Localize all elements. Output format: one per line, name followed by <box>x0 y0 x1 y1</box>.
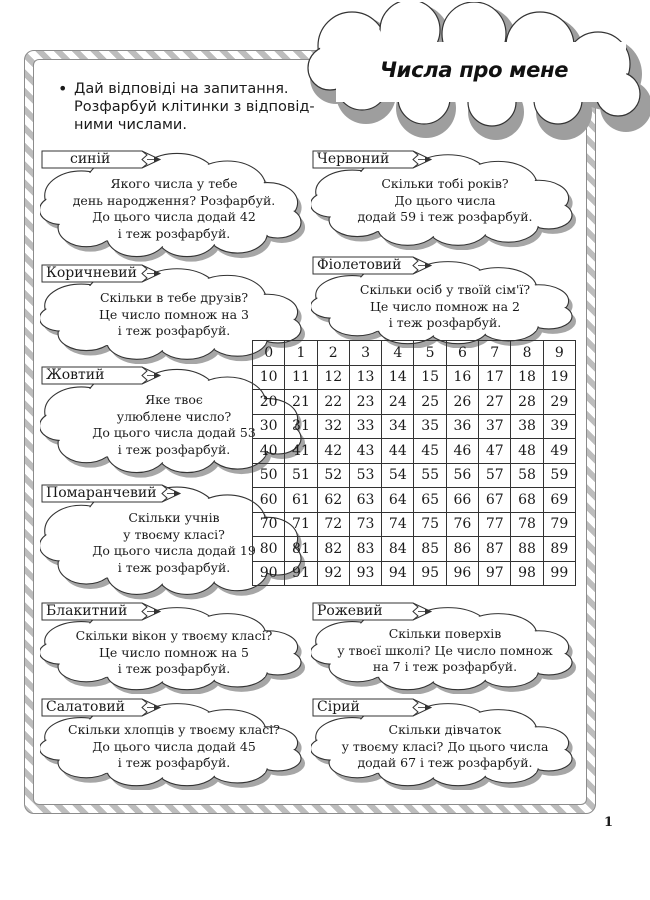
grid-cell[interactable]: 92 <box>317 561 349 586</box>
grid-cell[interactable]: 18 <box>511 365 543 390</box>
grid-cell[interactable]: 77 <box>479 512 511 537</box>
grid-cell[interactable]: 24 <box>382 390 414 415</box>
question-cloud <box>40 698 308 790</box>
question-line: і теж розфарбуй. <box>117 755 231 770</box>
color-label-text: Помаранчевий <box>46 485 157 501</box>
question-line: До цього числа додай 19 <box>92 543 256 558</box>
grid-cell[interactable]: 83 <box>349 537 381 562</box>
grid-cell[interactable]: 51 <box>285 463 317 488</box>
grid-cell[interactable]: 29 <box>543 390 575 415</box>
grid-cell[interactable]: 11 <box>285 365 317 390</box>
question-line: Скільки тобі років? <box>381 176 509 191</box>
grid-cell[interactable]: 35 <box>414 414 446 439</box>
grid-cell[interactable]: 60 <box>253 488 285 513</box>
grid-cell[interactable]: 8 <box>511 341 543 366</box>
grid-cell[interactable]: 25 <box>414 390 446 415</box>
grid-cell[interactable]: 5 <box>414 341 446 366</box>
grid-cell[interactable]: 21 <box>285 390 317 415</box>
grid-cell[interactable]: 89 <box>543 537 575 562</box>
question-line: Скільки дівчаток <box>388 722 502 737</box>
question-line: Скільки осіб у твоїй сім'ї? <box>359 282 531 297</box>
grid-cell[interactable]: 19 <box>543 365 575 390</box>
grid-cell[interactable]: 43 <box>349 439 381 464</box>
bullet-icon: • <box>58 79 68 98</box>
instruction-line: Дай відповіді на запитання. <box>74 81 289 97</box>
grid-row <box>253 414 576 439</box>
grid-cell[interactable]: 61 <box>285 488 317 513</box>
question-line: Це число помнож на 2 <box>370 298 520 314</box>
question-line: і теж розфарбуй. <box>117 323 231 338</box>
grid-cell[interactable]: 33 <box>349 414 381 439</box>
grid-cell[interactable]: 1 <box>285 341 317 366</box>
question-line: у твоєму класі? <box>123 526 225 542</box>
color-label <box>311 256 443 275</box>
color-label <box>311 698 443 717</box>
grid-cell[interactable]: 93 <box>349 561 381 586</box>
grid-cell[interactable]: 84 <box>382 537 414 562</box>
grid-cell[interactable]: 20 <box>253 390 285 415</box>
question-line: Це число помнож на 3 <box>99 306 249 322</box>
question-line: у твоєму класі? До цього числа <box>341 738 549 754</box>
question-text <box>40 628 308 678</box>
grid-cell[interactable]: 17 <box>479 365 511 390</box>
question-text <box>40 290 308 340</box>
grid-cell[interactable]: 15 <box>414 365 446 390</box>
question-line: у твоєї школі? Це число помнож <box>337 642 553 658</box>
question-cloud <box>311 698 579 790</box>
color-label <box>40 602 172 621</box>
question-line: додай 59 і теж розфарбуй. <box>357 209 533 224</box>
grid-cell[interactable]: 74 <box>382 512 414 537</box>
question-text <box>311 626 579 676</box>
grid-cell[interactable]: 34 <box>382 414 414 439</box>
question-line: улюблене число? <box>116 408 232 424</box>
grid-cell[interactable]: 3 <box>349 341 381 366</box>
grid-cell[interactable]: 7 <box>479 341 511 366</box>
question-line: день народження? Розфарбуй. <box>72 192 276 208</box>
grid-cell[interactable]: 75 <box>414 512 446 537</box>
question-cloud <box>311 602 579 694</box>
grid-cell[interactable]: 65 <box>414 488 446 513</box>
grid-cell[interactable]: 72 <box>317 512 349 537</box>
grid-row <box>253 439 576 464</box>
grid-cell[interactable]: 82 <box>317 537 349 562</box>
grid-cell[interactable]: 78 <box>511 512 543 537</box>
question-line: Скільки хлопців у твоєму класі? <box>68 722 280 737</box>
question-cloud <box>311 256 579 348</box>
question-line: Скільки учнів <box>128 510 220 525</box>
grid-cell[interactable]: 44 <box>382 439 414 464</box>
grid-cell[interactable]: 50 <box>253 463 285 488</box>
question-cloud <box>40 602 308 694</box>
grid-cell[interactable]: 36 <box>446 414 478 439</box>
grid-row <box>253 561 576 586</box>
grid-cell[interactable]: 98 <box>511 561 543 586</box>
color-label <box>40 264 172 283</box>
question-line: Якого числа у тебе <box>110 176 238 191</box>
grid-cell[interactable]: 2 <box>317 341 349 366</box>
grid-cell[interactable]: 46 <box>446 439 478 464</box>
color-label-text: синій <box>70 151 111 167</box>
grid-cell[interactable]: 56 <box>446 463 478 488</box>
grid-cell[interactable]: 6 <box>446 341 478 366</box>
question-cloud <box>40 150 308 262</box>
grid-cell[interactable]: 63 <box>349 488 381 513</box>
grid-cell[interactable]: 70 <box>253 512 285 537</box>
grid-cell[interactable]: 22 <box>317 390 349 415</box>
grid-cell[interactable]: 38 <box>511 414 543 439</box>
instruction <box>58 80 328 134</box>
grid-cell[interactable]: 76 <box>446 512 478 537</box>
instruction-line: Розфарбуй клітинки з відповід- <box>74 99 315 115</box>
grid-cell[interactable]: 71 <box>285 512 317 537</box>
grid-cell[interactable]: 23 <box>349 390 381 415</box>
color-label <box>40 484 192 503</box>
color-label <box>311 150 443 169</box>
color-label <box>40 150 172 169</box>
grid-cell[interactable]: 14 <box>382 365 414 390</box>
grid-cell[interactable]: 68 <box>511 488 543 513</box>
grid-cell[interactable]: 97 <box>479 561 511 586</box>
color-label-text: Блакитний <box>46 603 128 619</box>
grid-cell[interactable]: 37 <box>479 414 511 439</box>
grid-cell[interactable]: 52 <box>317 463 349 488</box>
page-title: Числа про мене <box>380 58 569 82</box>
color-label-text: Червоний <box>317 151 390 167</box>
grid-cell[interactable]: 31 <box>285 414 317 439</box>
question-line: і теж розфарбуй. <box>117 441 231 457</box>
color-label-text: Сірий <box>317 699 360 715</box>
grid-cell[interactable]: 99 <box>543 561 575 586</box>
grid-cell[interactable]: 48 <box>511 439 543 464</box>
grid-row <box>253 537 576 562</box>
grid-cell[interactable]: 49 <box>543 439 575 464</box>
grid-cell[interactable]: 30 <box>253 414 285 439</box>
question-line: Скільки поверхів <box>388 626 502 641</box>
instruction-line: ними числами. <box>74 117 187 133</box>
grid-cell[interactable]: 95 <box>414 561 446 586</box>
question-line: і теж розфарбуй. <box>117 559 231 575</box>
grid-cell[interactable]: 94 <box>382 561 414 586</box>
question-line: До цього числа додай 42 <box>92 209 256 224</box>
grid-cell[interactable]: 26 <box>446 390 478 415</box>
page-number: 1 <box>604 815 614 830</box>
question-cloud <box>311 150 579 250</box>
question-line: Скільки вікон у твоєму класі? <box>75 628 273 643</box>
question-text <box>40 722 308 772</box>
color-label <box>40 366 172 385</box>
grid-cell[interactable]: 16 <box>446 365 478 390</box>
grid-cell[interactable]: 10 <box>253 365 285 390</box>
grid-cell[interactable]: 85 <box>414 537 446 562</box>
grid-cell[interactable]: 0 <box>253 341 285 366</box>
number-grid <box>252 340 576 586</box>
question-line: і теж розфарбуй. <box>388 315 502 330</box>
question-line: До цього числа <box>394 192 496 208</box>
question-line: і теж розфарбуй. <box>117 225 231 241</box>
grid-cell[interactable]: 91 <box>285 561 317 586</box>
grid-row <box>253 365 576 390</box>
grid-cell[interactable]: 62 <box>317 488 349 513</box>
grid-cell[interactable]: 66 <box>446 488 478 513</box>
grid-cell[interactable]: 12 <box>317 365 349 390</box>
grid-cell[interactable]: 69 <box>543 488 575 513</box>
grid-row <box>253 488 576 513</box>
grid-cell[interactable]: 13 <box>349 365 381 390</box>
question-line: Яке твоє <box>145 392 203 407</box>
grid-cell[interactable]: 4 <box>382 341 414 366</box>
grid-cell[interactable]: 40 <box>253 439 285 464</box>
question-line: До цього числа додай 45 <box>92 738 256 754</box>
question-line: і теж розфарбуй. <box>117 661 231 676</box>
question-line: додай 67 і теж розфарбуй. <box>357 755 533 770</box>
grid-cell[interactable]: 80 <box>253 537 285 562</box>
grid-cell[interactable]: 55 <box>414 463 446 488</box>
question-line: на 7 і теж розфарбуй. <box>372 659 518 674</box>
grid-cell[interactable]: 96 <box>446 561 478 586</box>
grid-cell[interactable]: 81 <box>285 537 317 562</box>
color-label-text: Фіолетовий <box>317 257 402 273</box>
color-label-text: Жовтий <box>46 367 105 383</box>
grid-cell[interactable]: 42 <box>317 439 349 464</box>
grid-cell[interactable]: 59 <box>543 463 575 488</box>
grid-cell[interactable]: 45 <box>414 439 446 464</box>
color-label <box>311 602 443 621</box>
grid-cell[interactable]: 28 <box>511 390 543 415</box>
grid-row <box>253 390 576 415</box>
grid-cell[interactable]: 32 <box>317 414 349 439</box>
question-line: Скільки в тебе друзів? <box>99 290 249 305</box>
grid-cell[interactable]: 67 <box>479 488 511 513</box>
grid-cell[interactable]: 64 <box>382 488 414 513</box>
grid-cell[interactable]: 58 <box>511 463 543 488</box>
grid-row <box>253 463 576 488</box>
color-label-text: Салатовий <box>46 699 126 715</box>
question-text <box>311 176 579 226</box>
grid-cell[interactable]: 87 <box>479 537 511 562</box>
grid-cell[interactable]: 79 <box>543 512 575 537</box>
grid-cell[interactable]: 73 <box>349 512 381 537</box>
grid-cell[interactable]: 86 <box>446 537 478 562</box>
grid-cell[interactable]: 88 <box>511 537 543 562</box>
grid-cell[interactable]: 41 <box>285 439 317 464</box>
color-label-text: Рожевий <box>317 603 383 619</box>
question-line: До цього числа додай 53 <box>92 425 256 440</box>
grid-row <box>253 512 576 537</box>
grid-cell[interactable]: 54 <box>382 463 414 488</box>
grid-cell[interactable]: 9 <box>543 341 575 366</box>
grid-row <box>253 341 576 366</box>
question-text <box>40 176 308 242</box>
grid-cell[interactable]: 27 <box>479 390 511 415</box>
question-text <box>311 722 579 772</box>
grid-cell[interactable]: 57 <box>479 463 511 488</box>
question-text <box>311 282 579 332</box>
grid-cell[interactable]: 90 <box>253 561 285 586</box>
grid-cell[interactable]: 39 <box>543 414 575 439</box>
question-line: Це число помнож на 5 <box>99 644 249 660</box>
grid-cell[interactable]: 47 <box>479 439 511 464</box>
color-label <box>40 698 172 717</box>
grid-cell[interactable]: 53 <box>349 463 381 488</box>
color-label-text: Коричневий <box>46 265 137 281</box>
